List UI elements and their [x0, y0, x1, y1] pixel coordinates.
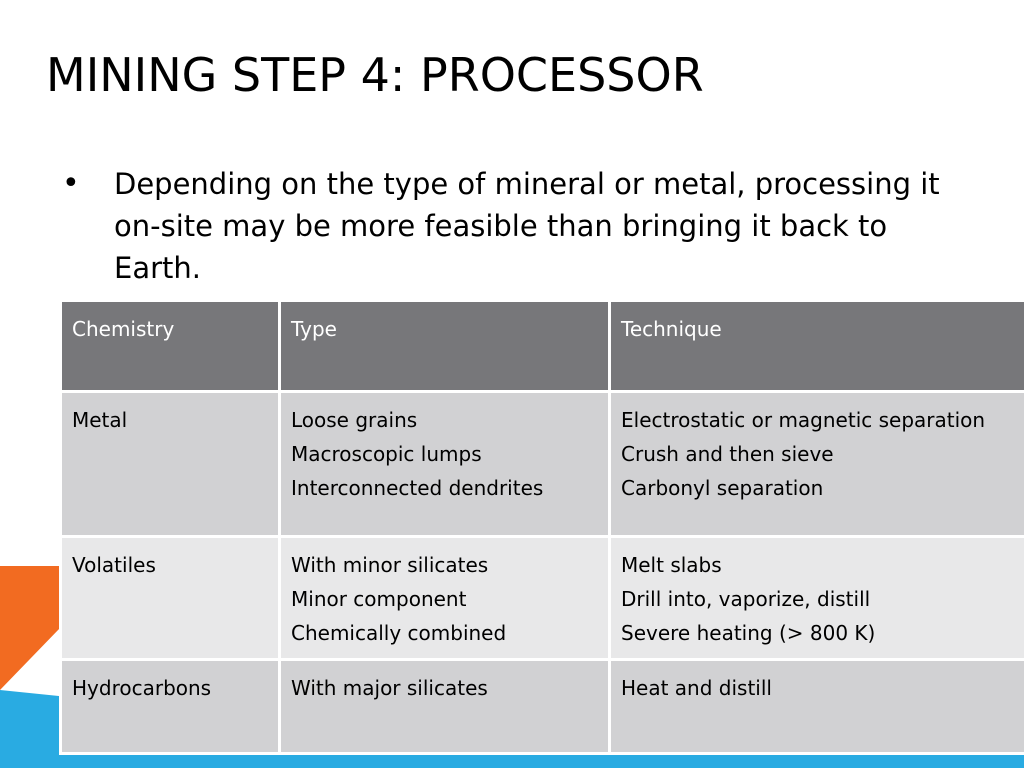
technique-cell	[610, 660, 1024, 754]
technique-line: Melt slabs	[621, 553, 722, 577]
header-type: Type	[280, 301, 610, 392]
processing-table	[59, 299, 1024, 755]
table-header-row	[61, 301, 1024, 392]
technique-line: Heat and distill	[621, 676, 772, 700]
type-cell	[280, 392, 610, 537]
type-line: Minor component	[291, 587, 467, 611]
type-line: Loose grains	[291, 408, 418, 432]
technique-line: Crush and then sieve	[621, 442, 834, 466]
chemistry-cell: Metal	[61, 392, 280, 537]
technique-cell	[610, 537, 1024, 660]
bullet-list	[62, 163, 982, 289]
type-line: With major silicates	[291, 676, 488, 700]
chemistry-cell: Volatiles	[61, 537, 280, 660]
bullet-marker: •	[62, 166, 80, 201]
type-line: Interconnected dendrites	[291, 476, 544, 500]
processing-table-container	[59, 299, 986, 744]
bullet-text: Depending on the type of mineral or metal, processing it on-site may be more feasible than bringing it back to Earth.	[114, 167, 940, 285]
technique-line: Drill into, vaporize, distill	[621, 587, 871, 611]
technique-line: Severe heating (> 800 K)	[621, 621, 876, 645]
type-line: With minor silicates	[291, 553, 489, 577]
technique-line: Carbonyl separation	[621, 476, 824, 500]
type-cell	[280, 537, 610, 660]
bullet-item	[62, 163, 982, 289]
header-chemistry: Chemistry	[61, 301, 280, 392]
type-line: Macroscopic lumps	[291, 442, 482, 466]
table-row	[61, 537, 1024, 660]
technique-cell	[610, 392, 1024, 537]
table-row	[61, 660, 1024, 754]
table-row	[61, 392, 1024, 537]
technique-line: Electrostatic or magnetic separation	[621, 408, 986, 432]
header-technique: Technique	[610, 301, 1024, 392]
page-title: MINING STEP 4: PROCESSOR	[46, 48, 704, 102]
type-line: Chemically combined	[291, 621, 507, 645]
chemistry-cell: Hydrocarbons	[61, 660, 280, 754]
type-cell	[280, 660, 610, 754]
